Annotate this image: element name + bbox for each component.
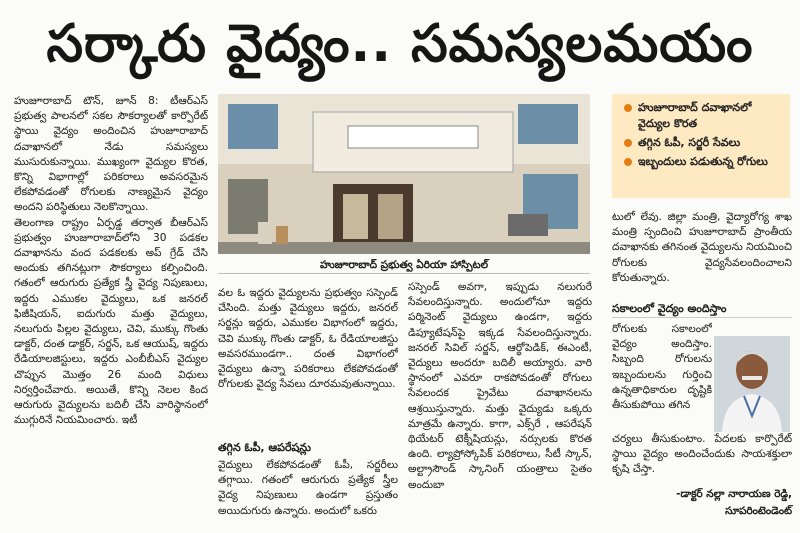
photo-caption: హుజూరాబాద్ ప్రభుత్వ ఏరియా హాస్పిటల్: [218, 256, 590, 274]
subheading-op-surgeries: తగ్గిన ఓపీ, ఆపరేషన్లు: [218, 441, 311, 454]
bullet-icon: [624, 104, 632, 112]
signoff-title: సూపరింటెండెంట్: [725, 505, 792, 517]
doctor-photo: [714, 336, 790, 432]
doctor-portrait: [714, 336, 790, 432]
signoff-name: -డాక్టర్ నల్లా నారాయణ రెడ్డి,: [676, 488, 792, 500]
quote-text: రోగులకు సకాలంలో వైద్యం అందిస్తాం. సిబ్బంది రోగులను ఇబ్బందులను గుర్తించి ఉన్నతాధికారుల దృష్టికి తీసుకుపోయి తగిన: [612, 323, 712, 412]
quote-text-continued: చర్యలు తీసుకుంటాం. పేదలకు కార్పొరేట్ స్థాయి వైద్యం అందించేందుకు సాయశక్తులా కృషి చేస్తా.: [612, 433, 792, 476]
article-column-1: హుజూరాబాద్ టౌన్, జూన్ 8: టీఆర్ఎస్ ప్రభుత్వ పాలనలో సకల సౌకర్యాలతో కార్పొరేట్ స్థాయి వైద్యం అందించిన హుజూరాబాద్ దవాఖానలో నేడు సమస్యలు ముసురుకున్నాయి. ముఖ్యంగా వైద్యుల కొరత, కొన్ని విభాగాల్లో పరికరాలు అవసరమైన లేకపోవడంతో రోగులకు నాణ్యమైన వైద్యం అందని పరిస్థితులు నెలకొన్నాయి. తెలంగాణ రాష్ట్రం ఏర్పడ్డ తర్వాత బీఆర్ఎస్ ప్రభుత్వం హుజూరాబాద్‌లోని 30 పడకల దవాఖానను వంద పడకలకు అప్ గ్రేడ్ చేసి అందుకు తగినట్లుగా సౌకర్యాలు కల్పించింది. గతంలో ఆరుగురు ప్రత్యేక స్త్రీ వైద్య నిపుణులు, ఇద్దరు ఎముకల వైద్యులు, ఒక జనరల్ ఫిజీషియన్, ఐదుగురు మత్తు వైద్యులు, నలుగురు పిల్లల వైద్యులు, చెవి, ముక్కు గొంతు డాక్టర్, దంత డాక్టర్, సర్జన్, ఒక ఆయుష్, ఇద్దరు రేడియాలజిస్టులు, ఇద్దరు ఎంబీబీఎస్ వైద్యుల చొప్పున మొత్తం 26 మంది విధులు నిర్వర్తించేవారు. అయితే, కొన్ని నెలల కింద ఆరుగురు వైద్యులను బదిలీ చేసి వారిస్థానంలో ముగ్గురినే నియమించారు. ఇటీ: [14, 95, 208, 427]
bullet-icon: [624, 158, 632, 166]
article-column-2b: వైద్యులు లేకపోవడంతో ఓపీ, సర్జరీలు తగ్గాయి. గతంలో ఆరుగురు ప్రత్యేక స్త్రీల వైద్య నిపుణులు ఉండగా ప్రస్తుతం అయిదుగురు ఉన్నారు. అందులో ఒకరు: [218, 459, 398, 517]
article-column-4: టులో లేవు. జిల్లా మంత్రి, వైద్యారోగ్య శాఖ మంత్రి స్పందించి హుజూరాబాద్ ప్రాంతీయ దవాఖానకు తగినంత వైద్యులను నియమించి రోగులకు వైద్యసేవలందించాలని కోరుతున్నారు.: [612, 211, 792, 284]
highlights-box: [612, 94, 790, 198]
hospital-building-image: [218, 94, 590, 254]
subheading-timely-treatment: సకాలంలో వైద్యం అందిస్తాం: [612, 300, 792, 318]
article-column-3: సస్పెండ్ అవగా, ఇప్పుడు నలుగురే సేవలందిస్తున్నారు. అందులోనూ ఇద్దరు పర్మినెంట్ వైద్యులు ఉండగా, ఇద్దరు డిప్యూటేషన్‌పై ఇక్కడ సేవలందిస్తున్నారు. జనరల్ సివిల్ సర్జన్, ఆర్థోపెడిక్, ఈఎంటీ, వైద్యులు అందరూ బదిలీ అయ్యారు. వారి స్థానంలో ఎవరూ రాకపోవడంతో రోగులు సేవలందక ప్రైవేటు దవాఖానలను ఆశ్రయిస్తున్నారు. మత్తు వైద్యుడు ఒక్కరు మాత్రమే ఉన్నారు. కాగా, ఎక్స్‌రే , ఆపరేషన్ థియేటర్ టెక్నీషియన్లు, నర్సులకు కొరత ఉంది. ల్యాప్రోస్కోపిక్ పరికరాలు, సీటీ స్కాన్, అల్ట్రాసౌండ్ స్కానింగ్ యంత్రాలు సైతం అందుబా: [408, 281, 592, 491]
signoff: [612, 486, 792, 526]
article-column-2: వల ఓ ఇద్దరు వైద్యులను ప్రభుత్వం సస్పెండ్ చేసింది. మత్తు వైద్యులు ఇద్దరు, జనరల్ సర్జన్లు ఇద్దరు, ఎముకల విభాగంలో ఇద్దరు, చెవి ముక్కు గొంతు డాక్టర్, ఓ రేడియాలజిస్టు అవసరముండగా.. దంత విభాగంలో వైద్యులు ఉన్నా పరికరాలు లేకపోవడంతో రోగులకు వైద్య సేవలు దూరమవుతున్నాయి.: [218, 287, 398, 391]
highlight-item: ఇబ్బందులు పడుతున్న రోగులు: [624, 154, 784, 170]
highlight-item: హుజూరాబాద్ దవాఖానలో వైద్యుల కొరత: [624, 100, 784, 132]
highlight-item: తగ్గిన ఓపీ, సర్జరీ సేవలు: [624, 135, 784, 151]
headline: సర్కారు వైద్యం.. సమస్యలమయం: [46, 14, 754, 74]
bullet-icon: [624, 139, 632, 147]
hospital-photo: [218, 94, 590, 254]
